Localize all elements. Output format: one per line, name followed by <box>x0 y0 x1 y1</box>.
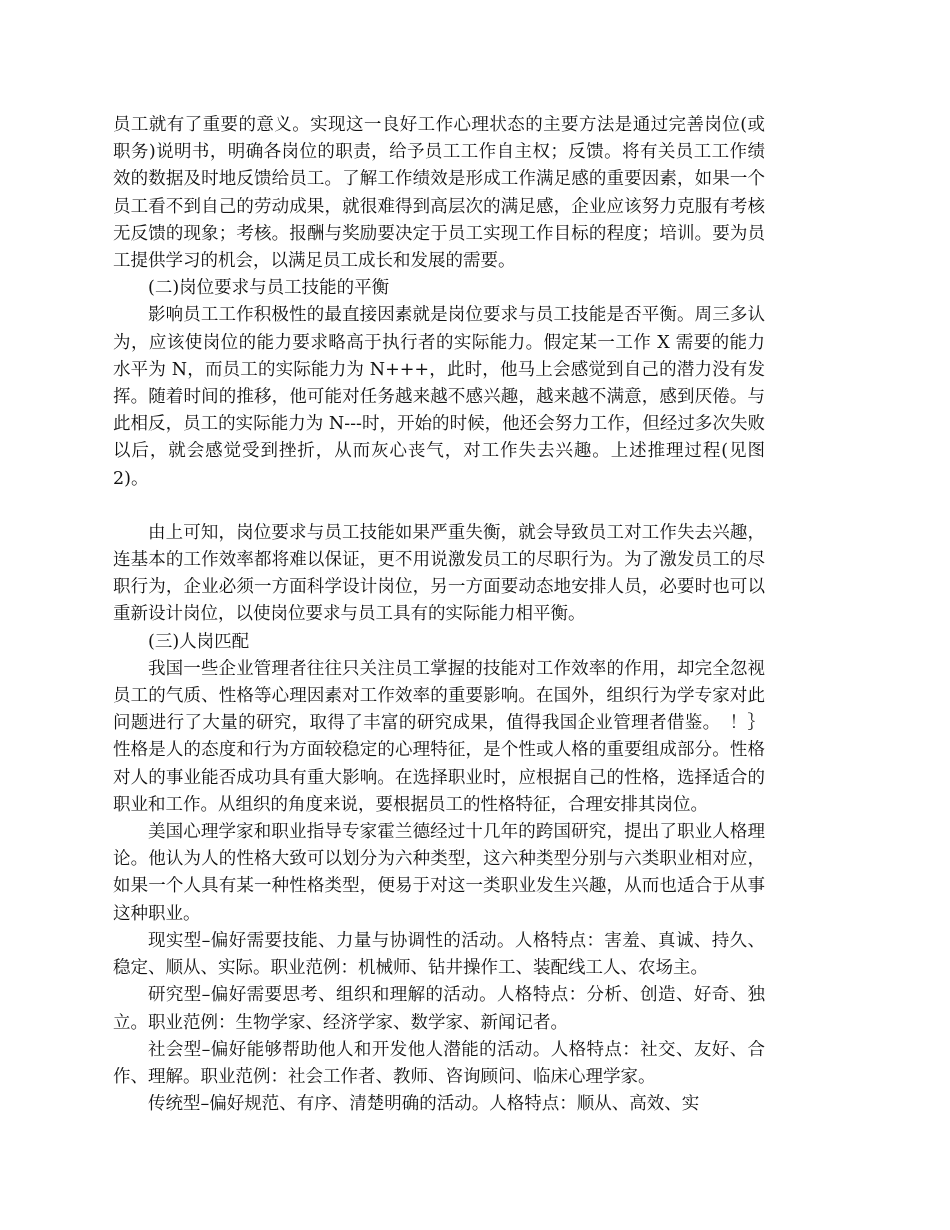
section-heading-balance: (二)岗位要求与员工技能的平衡 <box>148 278 390 299</box>
paragraph-skill-balance: 影响员工工作积极性的最直接因素就是岗位要求与员工技能是否平衡。周三多认为，应该使岗位的能力要求略高于执行者的实际能力。假定某一工作 X 需要的能力水平为 N，而员工的实际能力为 N+++，此时，他马上会感觉到自己的潜力没有发挥。随着时间的推移，他可能对任务越来越不感兴趣，越来越不满意，感到厌倦。与此相反，员工的实际能力为 N---时，开始的时候，他还会努力工作，但经过多次失败以后，就会感觉受到挫折，从而灰心丧气，对工作失去兴趣。上述推理过程(见图2)。 <box>113 305 765 489</box>
paragraph-realistic-type: 现实型–偏好需要技能、力量与协调性的活动。人格特点：害羞、真诚、持久、稳定、顺从、实际。职业范例：机械师、钻井操作工、装配线工人、农场主。 <box>113 930 765 979</box>
paragraph-social-type: 社会型–偏好能够帮助他人和开发他人潜能的活动。人格特点：社交、友好、合作、理解。职业范例：社会工作者、教师、咨询顾问、临床心理学家。 <box>113 1039 765 1087</box>
paragraph-investigative-type: 研究型–偏好需要思考、组织和理解的活动。人格特点：分析、创造、好奇、独立。职业范例：生物学家、经济学家、数学家、新闻记者。 <box>113 985 765 1033</box>
paragraph-imbalance: 由上可知，岗位要求与员工技能如果严重失衡，就会导致员工对工作失去兴趣，连基本的工作效率都将难以保证，更不用说激发员工的尽职行为。为了激发员工的尽职行为，企业必须一方面科学设计岗位，另一方面要动态地安排人员，必要时也可以重新设计岗位，以使岗位要求与员工具有的实际能力相平衡。 <box>113 522 765 625</box>
paragraph-feedback: 员工就有了重要的意义。实现这一良好工作心理状态的主要方法是通过完善岗位(或职务)说明书，明确各岗位的职责，给予员工工作自主权；反馈。将有关员工工作绩效的数据及时地反馈给员工。了解工作绩效是形成工作满足感的重要因素，如果一个员工看不到自己的劳动成果，就很难得到高层次的满足感，企业应该努力克服有考核无反馈的现象；考核。报酬与奖励要决定于员工实现工作目标的程度；培训。要为员工提供学习的机会，以满足员工成长和发展的需要。 <box>113 115 765 272</box>
figure-gap <box>113 493 765 520</box>
section-heading-person-job-fit: (三)人岗匹配 <box>148 631 250 652</box>
document-body <box>113 112 765 1118</box>
paragraph-holland: 美国心理学家和职业指导专家霍兰德经过十几年的跨国研究，提出了职业人格理论。他认为人的性格大致可以划分为六种类型，这六种类型分别与六类职业相对应，如果一个人具有某一种性格类型，便易于对这一类职业发生兴趣，从而也适合于从事这种职业。 <box>113 822 765 924</box>
paragraph-personality: 我国一些企业管理者往往只关注员工掌握的技能对工作效率的作用，却完全忽视员工的气质、性格等心理因素对工作效率的重要影响。在国外，组织行为学专家对此问题进行了大量的研究，取得了丰富的研究成果，值得我国企业管理者借鉴。 ！｝性格是人的态度和行为方面较稳定的心理特征，是个性或人格的重要组成部分。性格对人的事业能否成功具有重大影响。在选择职业时，应根据自己的性格，选择适合的职业和工作。从组织的角度来说，要根据员工的性格特征，合理安排其岗位。 <box>113 658 765 815</box>
paragraph-conventional-type: 传统型–偏好规范、有序、清楚明确的活动。人格特点：顺从、高效、实 <box>148 1094 700 1115</box>
